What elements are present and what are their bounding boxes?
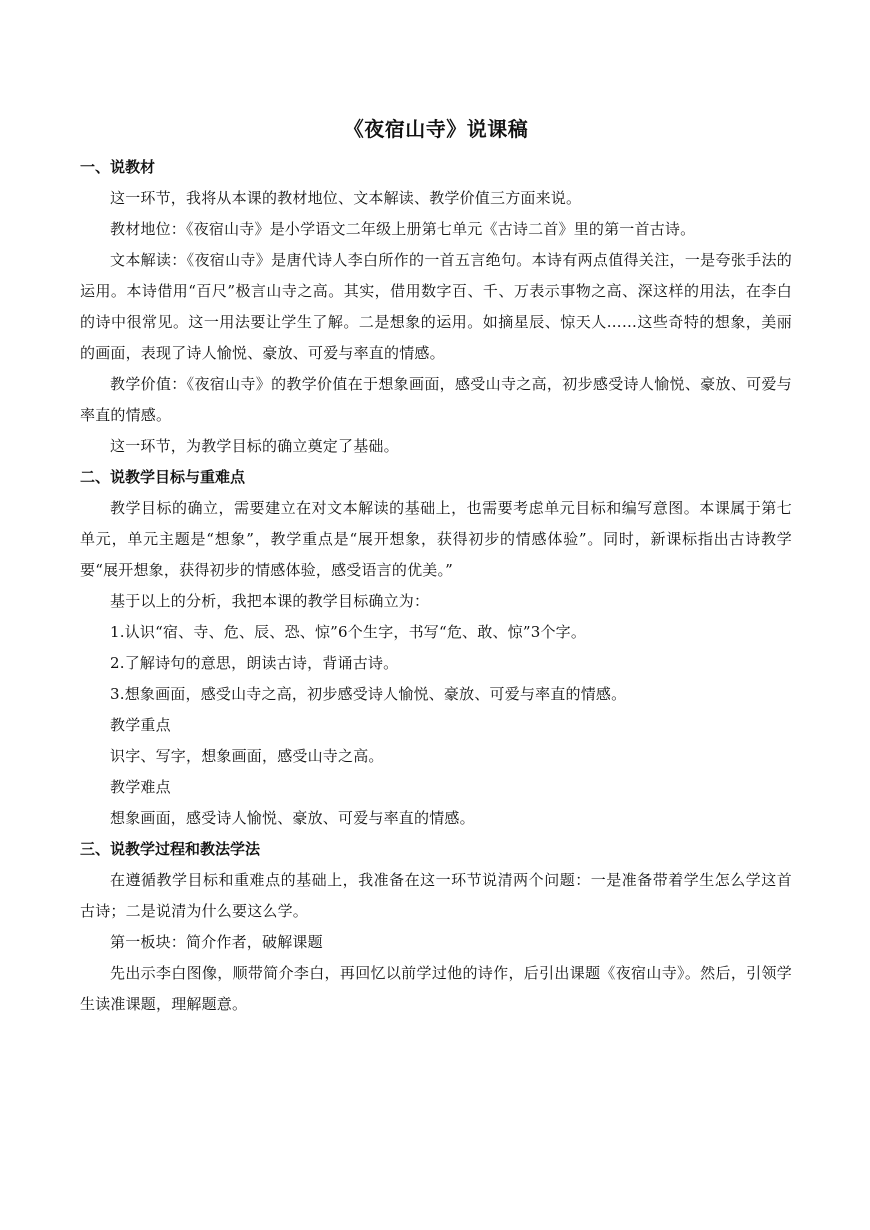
subheading-difficulty: 教学难点 bbox=[110, 778, 171, 796]
paragraph: 识字、写字，想象画面，感受山寺之高。 bbox=[110, 747, 384, 765]
page-title: 《夜宿山寺》说课稿 bbox=[343, 117, 529, 141]
paragraph: 基于以上的分析，我把本课的教学目标确立为： bbox=[110, 592, 430, 610]
document-body bbox=[80, 114, 792, 1020]
section-heading: 二、说教学目标与重难点 bbox=[80, 468, 246, 486]
objective-item: 1.认识“宿、寺、危、辰、恐、惊”6个生字，书写“危、敢、惊”3个字。 bbox=[110, 623, 587, 641]
paragraph: 教学目标的确立，需要建立在对文本解读的基础上，也需要考虑单元目标和编写意图。本课属于第七单元，单元主题是“想象”，教学重点是“展开想象，获得初步的情感体验”。同时，新课标指出古诗教学要“展开想象，获得初步的情感体验，感受语言的优美。” bbox=[80, 499, 792, 579]
paragraph: 教材地位：《夜宿山寺》是小学语文二年级上册第七单元《古诗二首》里的第一首古诗。 bbox=[110, 220, 696, 238]
section-heading: 一、说教材 bbox=[80, 158, 156, 176]
section-textbook bbox=[80, 152, 792, 462]
paragraph: 这一环节，我将从本课的教材地位、文本解读、教学价值三方面来说。 bbox=[110, 189, 582, 207]
paragraph: 这一环节，为教学目标的确立奠定了基础。 bbox=[110, 437, 399, 455]
section-process bbox=[80, 834, 792, 1020]
paragraph: 先出示李白图像，顺带简介李白，再回忆以前学过他的诗作，后引出课题《夜宿山寺》。然后，引领学生读准课题，理解题意。 bbox=[80, 964, 792, 1013]
objective-item: 2.了解诗句的意思，朗读古诗，背诵古诗。 bbox=[110, 654, 399, 672]
subheading-key-point: 教学重点 bbox=[110, 716, 171, 734]
paragraph: 想象画面，感受诗人愉悦、豪放、可爱与率直的情感。 bbox=[110, 809, 475, 827]
objective-item: 3.想象画面，感受山寺之高，初步感受诗人愉悦、豪放、可爱与率直的情感。 bbox=[110, 685, 627, 703]
paragraph: 教学价值：《夜宿山寺》的教学价值在于想象画面，感受山寺之高，初步感受诗人愉悦、豪放、可爱与率直的情感。 bbox=[80, 375, 792, 424]
paragraph: 文本解读：《夜宿山寺》是唐代诗人李白所作的一首五言绝句。本诗有两点值得关注，一是夸张手法的运用。本诗借用“百尺”极言山寺之高。其实，借用数字百、千、万表示事物之高、深这样的用法，在李白的诗中很常见。这一用法要让学生了解。二是想象的运用。如摘星辰、惊天人……这些奇特的想象，美丽的画面，表现了诗人愉悦、豪放、可爱与率直的情感。 bbox=[80, 251, 792, 362]
paragraph: 第一板块：简介作者，破解课题 bbox=[110, 933, 323, 951]
section-objectives bbox=[80, 462, 792, 834]
paragraph: 在遵循教学目标和重难点的基础上，我准备在这一环节说清两个问题：一是准备带着学生怎么学这首古诗；二是说清为什么要这么学。 bbox=[80, 871, 792, 920]
section-heading: 三、说教学过程和教法学法 bbox=[80, 840, 261, 858]
